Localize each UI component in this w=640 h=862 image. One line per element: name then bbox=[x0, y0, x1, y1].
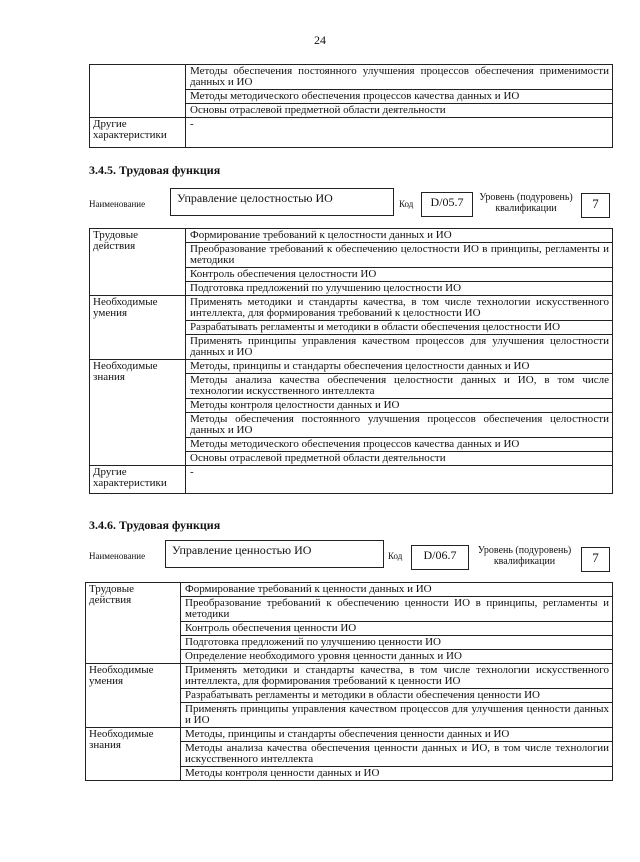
table-row bbox=[90, 65, 613, 90]
table-cell: Формирование требований к ценности данных и ИО bbox=[181, 583, 613, 597]
table-cell: Подготовка предложений по улучшению ценности ИО bbox=[181, 636, 613, 650]
table-cell: Разрабатывать регламенты и методики в области обеспечения ценности ИО bbox=[181, 689, 613, 703]
other-characteristics-label: Другие характеристики bbox=[90, 466, 186, 494]
table-cell: Методы обеспечения постоянного улучшения процессов обеспечения целостности данных и ИО bbox=[186, 413, 613, 438]
other-characteristics-label: Другие характеристики bbox=[90, 118, 186, 148]
table-cell: Методы методического обеспечения процессов качества данных и ИО bbox=[186, 90, 613, 104]
other-characteristics-value: - bbox=[186, 118, 613, 148]
table-cell: Методы анализа качества обеспечения целостности данных и ИО, в том числе технологии искусственного интеллекта bbox=[186, 374, 613, 399]
actions-label: Трудовые действия bbox=[90, 229, 186, 296]
table-cell: Применять методики и стандарты качества, в том числе технологии искусственного интеллекта, для формирования требований к ценности ИО bbox=[181, 664, 613, 689]
section-heading: 3.4.5. Трудовая функция bbox=[89, 163, 221, 177]
level-label: Уровень (подуровень) квалификации bbox=[479, 192, 573, 214]
table-cell: Методы обеспечения постоянного улучшения процессов обеспечения применимости данных и ИО bbox=[186, 65, 613, 90]
table-row bbox=[86, 728, 613, 742]
code-value: D/06.7 bbox=[411, 545, 469, 570]
knowledge-label: Необходимые знания bbox=[86, 728, 181, 781]
table-row bbox=[90, 466, 613, 494]
table-cell: Контроль обеспечения целостности ИО bbox=[186, 268, 613, 282]
level-label: Уровень (подуровень) квалификации bbox=[477, 545, 572, 567]
table-cell: Применять принципы управления качеством процессов для улучшения целостности данных и ИО bbox=[186, 335, 613, 360]
table-row bbox=[86, 583, 613, 597]
table-cell: Применять методики и стандарты качества, в том числе технологии искусственного интеллекта, для формирования требований к целостности ИО bbox=[186, 296, 613, 321]
continued-knowledge-table bbox=[89, 64, 613, 148]
level-value: 7 bbox=[581, 547, 610, 572]
table-cell: Методы контроля ценности данных и ИО bbox=[181, 767, 613, 781]
table-cell: Контроль обеспечения ценности ИО bbox=[181, 622, 613, 636]
table-cell: Основы отраслевой предметной области деятельности bbox=[186, 104, 613, 118]
name-label: Наименование bbox=[89, 551, 146, 561]
other-characteristics-value: - bbox=[186, 466, 613, 494]
table-cell: Методы контроля целостности данных и ИО bbox=[186, 399, 613, 413]
table-row bbox=[90, 360, 613, 374]
name-value: Управление целостностью ИО bbox=[170, 188, 394, 216]
name-value: Управление ценностью ИО bbox=[165, 540, 384, 568]
code-label: Код bbox=[399, 199, 414, 209]
table-cell: Определение необходимого уровня ценности данных и ИО bbox=[181, 650, 613, 664]
table-cell: Методы, принципы и стандарты обеспечения ценности данных и ИО bbox=[181, 728, 613, 742]
code-label: Код bbox=[388, 551, 403, 561]
category-cell bbox=[90, 65, 186, 118]
name-label: Наименование bbox=[89, 199, 146, 209]
table-cell: Преобразование требований к обеспечению ценности ИО в принципы, регламенты и методики bbox=[181, 597, 613, 622]
table-cell: Применять принципы управления качеством процессов для улучшения ценности данных и ИО bbox=[181, 703, 613, 728]
function-table-d05 bbox=[89, 228, 613, 494]
table-cell: Основы отраслевой предметной области деятельности bbox=[186, 452, 613, 466]
table-row bbox=[90, 118, 613, 148]
table-cell: Разрабатывать регламенты и методики в области обеспечения целостности ИО bbox=[186, 321, 613, 335]
table-cell: Подготовка предложений по улучшению целостности ИО bbox=[186, 282, 613, 296]
page-number: 24 bbox=[314, 33, 326, 47]
actions-label: Трудовые действия bbox=[86, 583, 181, 664]
table-cell: Преобразование требований к обеспечению целостности ИО в принципы, регламенты и методики bbox=[186, 243, 613, 268]
table-cell: Методы, принципы и стандарты обеспечения целостности данных и ИО bbox=[186, 360, 613, 374]
table-cell: Формирование требований к целостности данных и ИО bbox=[186, 229, 613, 243]
skills-label: Необходимые умения bbox=[90, 296, 186, 360]
knowledge-label: Необходимые знания bbox=[90, 360, 186, 466]
level-value: 7 bbox=[581, 193, 610, 218]
table-row bbox=[90, 296, 613, 321]
skills-label: Необходимые умения bbox=[86, 664, 181, 728]
table-cell: Методы методического обеспечения процессов качества данных и ИО bbox=[186, 438, 613, 452]
table-row bbox=[86, 664, 613, 689]
function-table-d06 bbox=[85, 582, 613, 781]
code-value: D/05.7 bbox=[421, 192, 473, 217]
table-row bbox=[90, 229, 613, 243]
table-cell: Методы анализа качества обеспечения ценности данных и ИО, в том числе технологии искусственного интеллекта bbox=[181, 742, 613, 767]
section-heading: 3.4.6. Трудовая функция bbox=[89, 518, 221, 532]
